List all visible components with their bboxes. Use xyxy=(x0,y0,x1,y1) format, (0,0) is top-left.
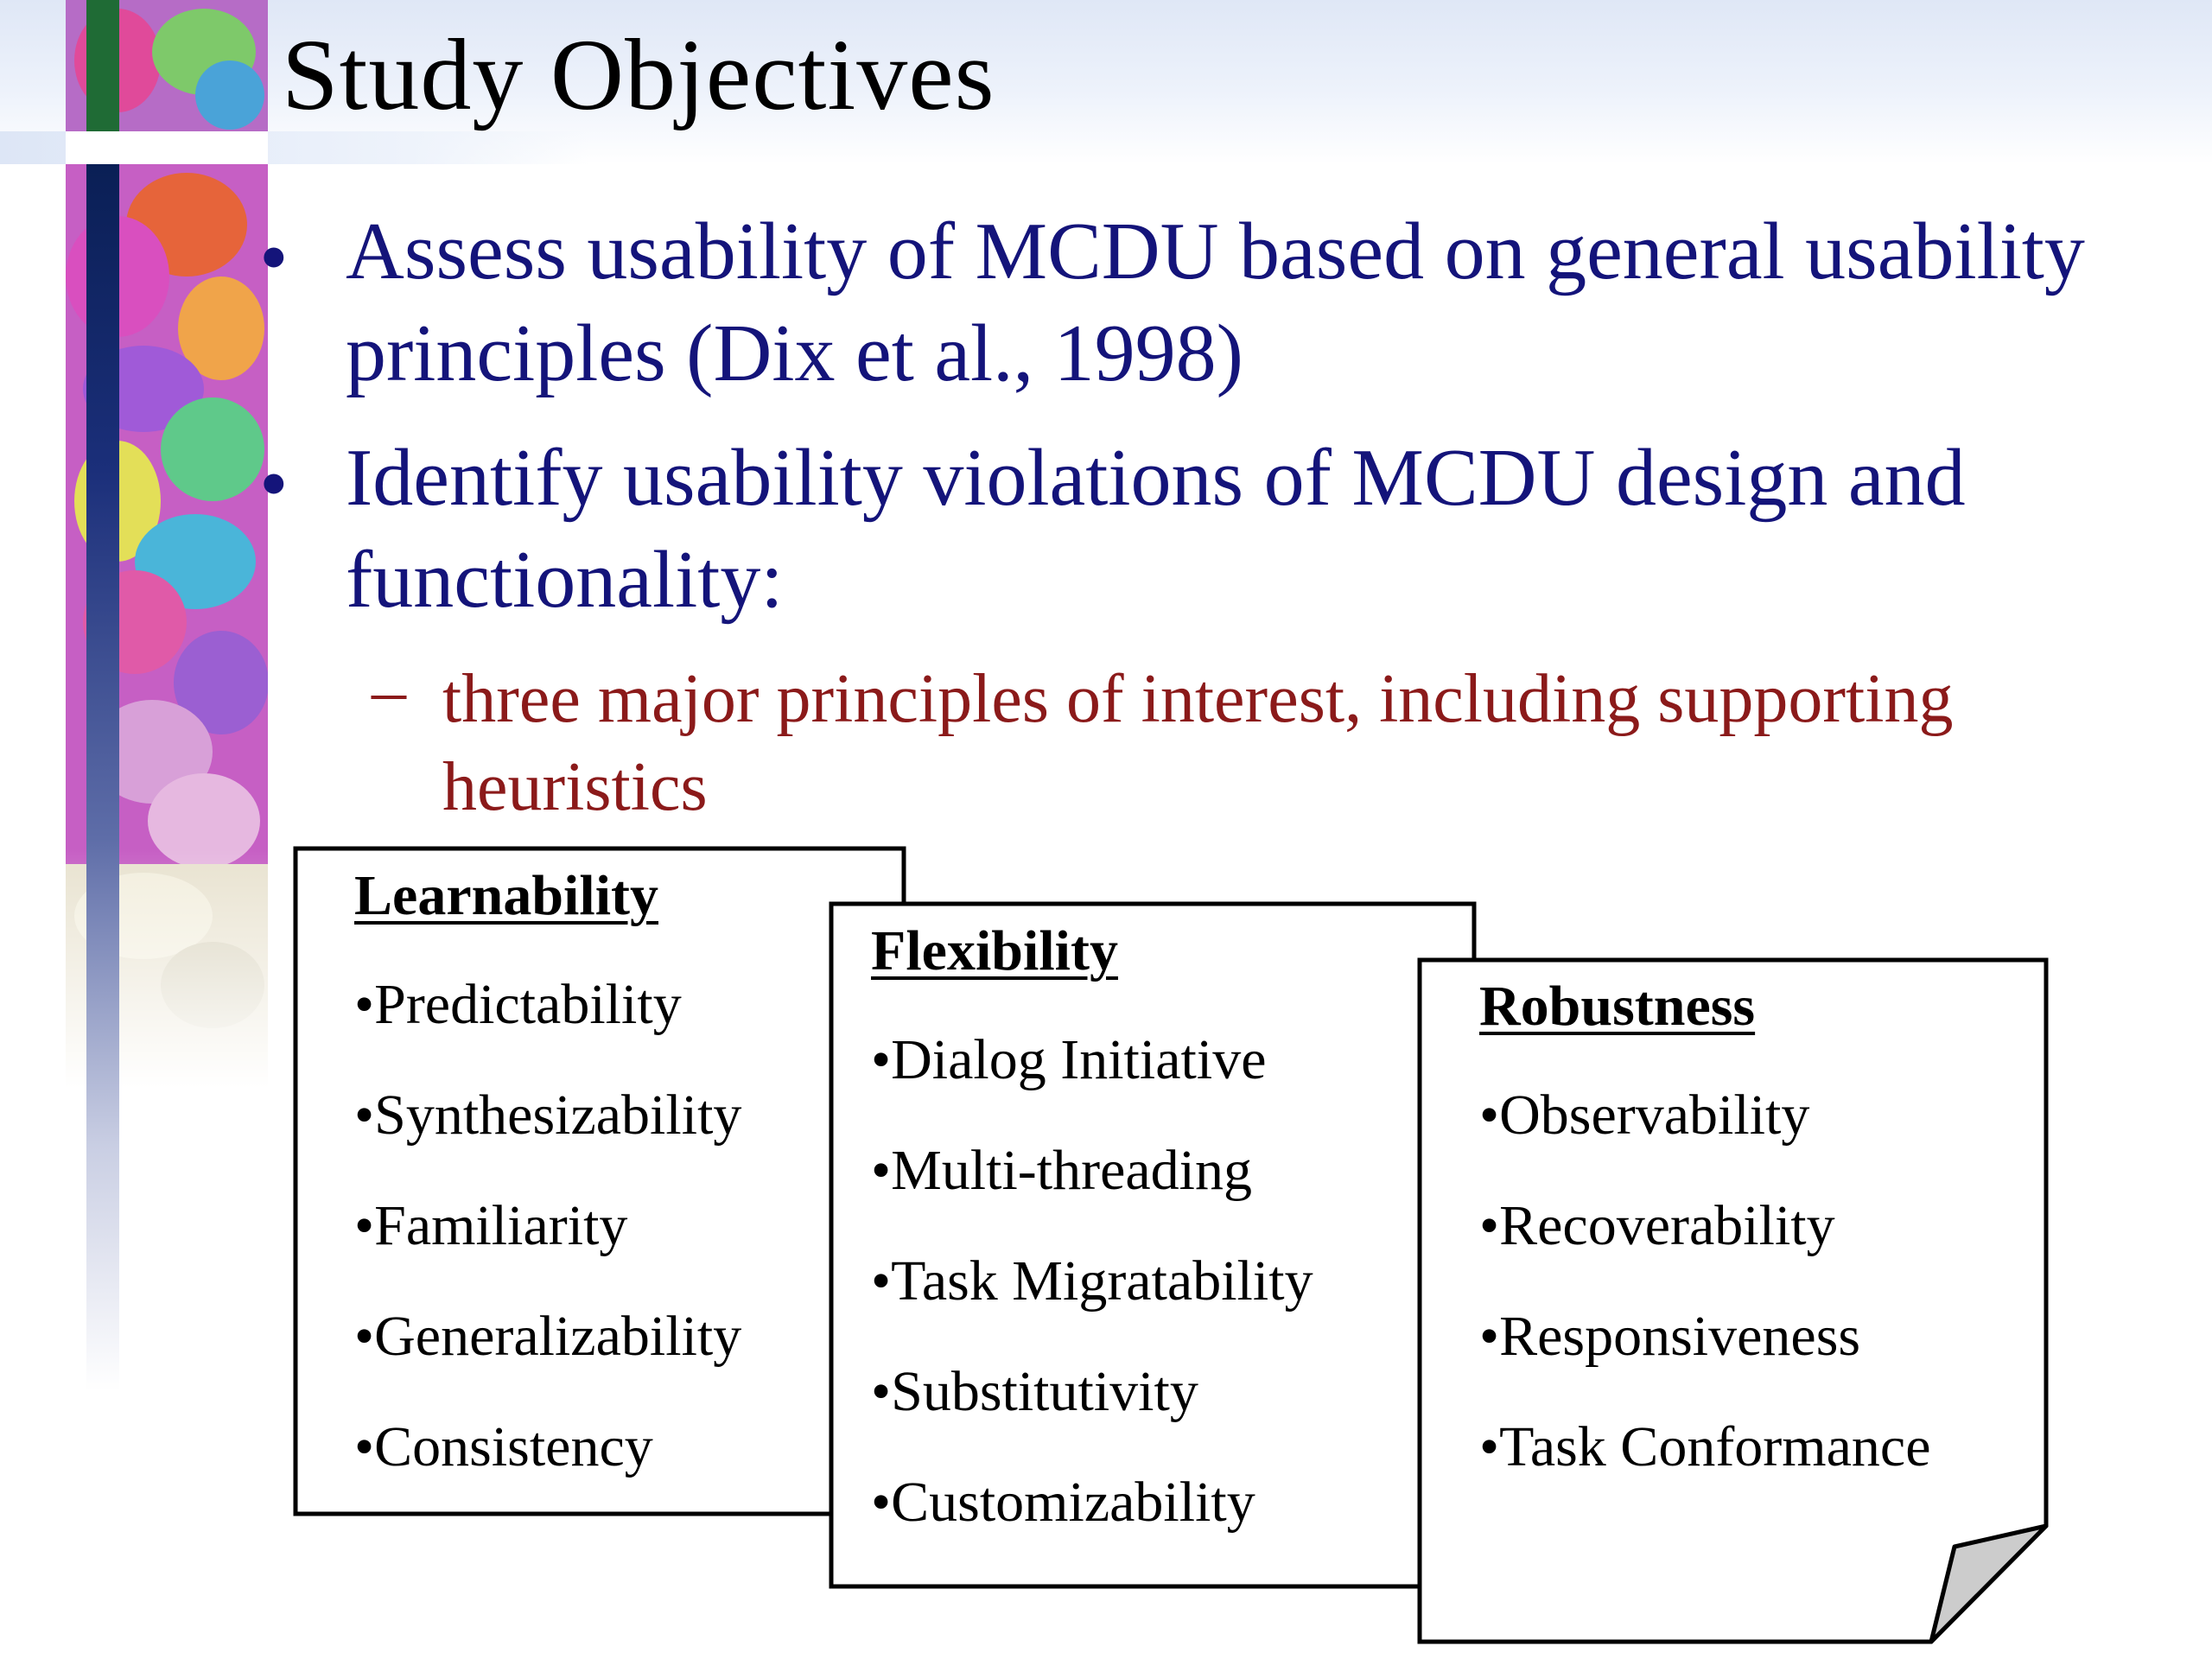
card-item: •Task Migratability xyxy=(871,1249,1313,1313)
bullet-1-line-2: principles (Dix et al., 1998) xyxy=(346,308,1243,398)
bullet-marker: • xyxy=(259,211,289,303)
slide-title: Study Objectives xyxy=(282,18,995,131)
card-heading-flexibility: Flexibility xyxy=(871,919,1118,982)
card-item: •Predictability xyxy=(354,973,682,1036)
card-item: •Synthesizability xyxy=(354,1084,742,1147)
card-robustness xyxy=(1479,975,1931,1478)
card-heading-learnability: Learnability xyxy=(354,864,659,927)
card-item: •Responsiveness xyxy=(1479,1305,1861,1368)
sub-bullet-line-1: three major principles of interest, including supporting xyxy=(442,661,1954,737)
card-item: •Familiarity xyxy=(354,1194,628,1257)
card-item: •Customizability xyxy=(871,1471,1255,1534)
card-item: •Observability xyxy=(1479,1084,1810,1147)
card-item: •Recoverability xyxy=(1479,1194,1835,1257)
bullet-1-line-1: Assess usability of MCDU based on general usability xyxy=(346,207,2085,296)
card-item: •Dialog Initiative xyxy=(871,1028,1267,1091)
card-item: •Consistency xyxy=(354,1415,653,1478)
sub-bullet-marker: – xyxy=(372,653,406,729)
bullet-2-line-2: functionality: xyxy=(346,535,784,625)
sub-bullet-line-2: heuristics xyxy=(442,749,708,825)
card-heading-robustness: Robustness xyxy=(1479,975,1756,1038)
card-item: •Multi-threading xyxy=(871,1139,1253,1202)
bullet-marker: • xyxy=(259,437,289,530)
card-flexibility xyxy=(871,919,1313,1534)
card-item: •Generalizability xyxy=(354,1305,742,1368)
card-learnability xyxy=(354,864,742,1478)
card-item: •Substitutivity xyxy=(871,1360,1198,1423)
card-item: •Task Conformance xyxy=(1479,1415,1931,1478)
bullet-2-line-1: Identify usability violations of MCDU design and xyxy=(346,433,1966,523)
